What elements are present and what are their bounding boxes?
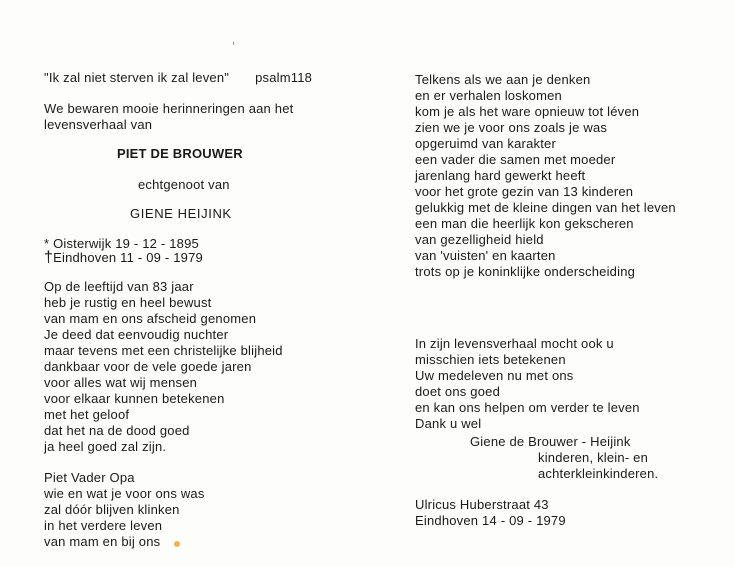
poem2-line-4: in het verdere leven [44, 518, 163, 533]
poem3-line-12: van 'vuisten' en kaarten [415, 248, 556, 263]
poem3-line-7: jarenlang hard gewerkt heeft [415, 168, 586, 183]
poem3-line-13: trots op je koninklijke onderscheiding [415, 264, 636, 279]
stain-mark [174, 541, 180, 547]
poem1-line-1: Op de leeftijd van 83 jaar [44, 279, 194, 294]
address-street: Ulricus Huberstraat 43 [415, 497, 549, 512]
poem2-line-5: van mam en bij ons [44, 534, 161, 549]
poem1-line-6: dankbaar voor de vele goede jaren [44, 359, 252, 374]
poem1-line-10: dat het na de dood goed [44, 423, 190, 438]
poem3-line-6: een vader die samen met moeder [415, 152, 616, 167]
quote-reference: psalm118 [255, 70, 313, 85]
poem3-line-10: een man die heerlijk kon gekscheren [415, 216, 634, 231]
spouse-name: GIENE HEIJINK [130, 206, 232, 221]
closing-line-2: misschien iets betekenen [415, 352, 566, 367]
poem3-line-8: voor het grote gezin van 13 kinderen [415, 184, 634, 199]
poem2-line-2: wie en wat je voor ons was [44, 486, 205, 501]
spouse-relation: echtgenoot van [138, 177, 230, 192]
poem1-line-5: maar tevens met een christelijke blijheid [44, 343, 283, 358]
poem3-line-2: en er verhalen loskomen [415, 88, 562, 103]
death-line [44, 250, 203, 266]
poem1-line-7: voor alles wat wij mensen [44, 375, 198, 390]
poem2-line-3: zal dóór blijven klinken [44, 502, 180, 517]
intro-line-1: We bewaren mooie herinneringen aan het [44, 101, 294, 116]
signature-grandchildren: achterkleinkinderen. [538, 466, 659, 481]
death-text: Eindhoven 11 - 09 - 1979 [53, 250, 203, 265]
poem1-line-3: van mam en ons afscheid genomen [44, 311, 257, 326]
poem1-line-4: Je deed dat eenvoudig nuchter [44, 327, 229, 342]
closing-line-3: Uw medeleven nu met ons [415, 368, 574, 383]
poem1-line-11: ja heel goed zal zijn. [44, 439, 167, 454]
poem1-line-8: voor elkaar kunnen betekenen [44, 391, 225, 406]
print-mark [233, 42, 234, 45]
address-city-date: Eindhoven 14 - 09 - 1979 [415, 513, 566, 528]
quote-line [44, 70, 312, 86]
signature-family: Giene de Brouwer - Heijink [470, 434, 631, 449]
closing-line-4: doet ons goed [415, 384, 501, 399]
closing-line-6: Dank u wel [415, 416, 482, 431]
closing-line-5: en kan ons helpen om verder te leven [415, 400, 640, 415]
poem1-line-9: met het geloof [44, 407, 130, 422]
poem2-line-1: Piet Vader Opa [44, 470, 135, 485]
quote-text: "Ik zal niet sterven ik zal leven" [44, 70, 230, 85]
poem3-line-5: opgeruimd van karakter [415, 136, 556, 151]
star-icon: * [44, 236, 50, 251]
intro-line-2: levensverhaal van [44, 117, 153, 132]
poem3-line-3: kom je als het ware opnieuw tot léven [415, 104, 640, 119]
poem3-line-11: van gezelligheid hield [415, 232, 544, 247]
deceased-name: PIET DE BROUWER [117, 146, 243, 161]
poem1-line-2: heb je rustig en heel bewust [44, 295, 212, 310]
poem3-line-1: Telkens als we aan je denken [415, 72, 591, 87]
poem3-line-4: zien we je voor ons zoals je was [415, 120, 608, 135]
cross-icon: † [44, 249, 54, 266]
signature-children: kinderen, klein- en [538, 450, 649, 465]
birth-text: Oisterwijk 19 - 12 - 1895 [53, 236, 199, 251]
closing-line-1: In zijn levensverhaal mocht ook u [415, 336, 614, 351]
poem3-line-9: gelukkig met de kleine dingen van het leven [415, 200, 676, 215]
